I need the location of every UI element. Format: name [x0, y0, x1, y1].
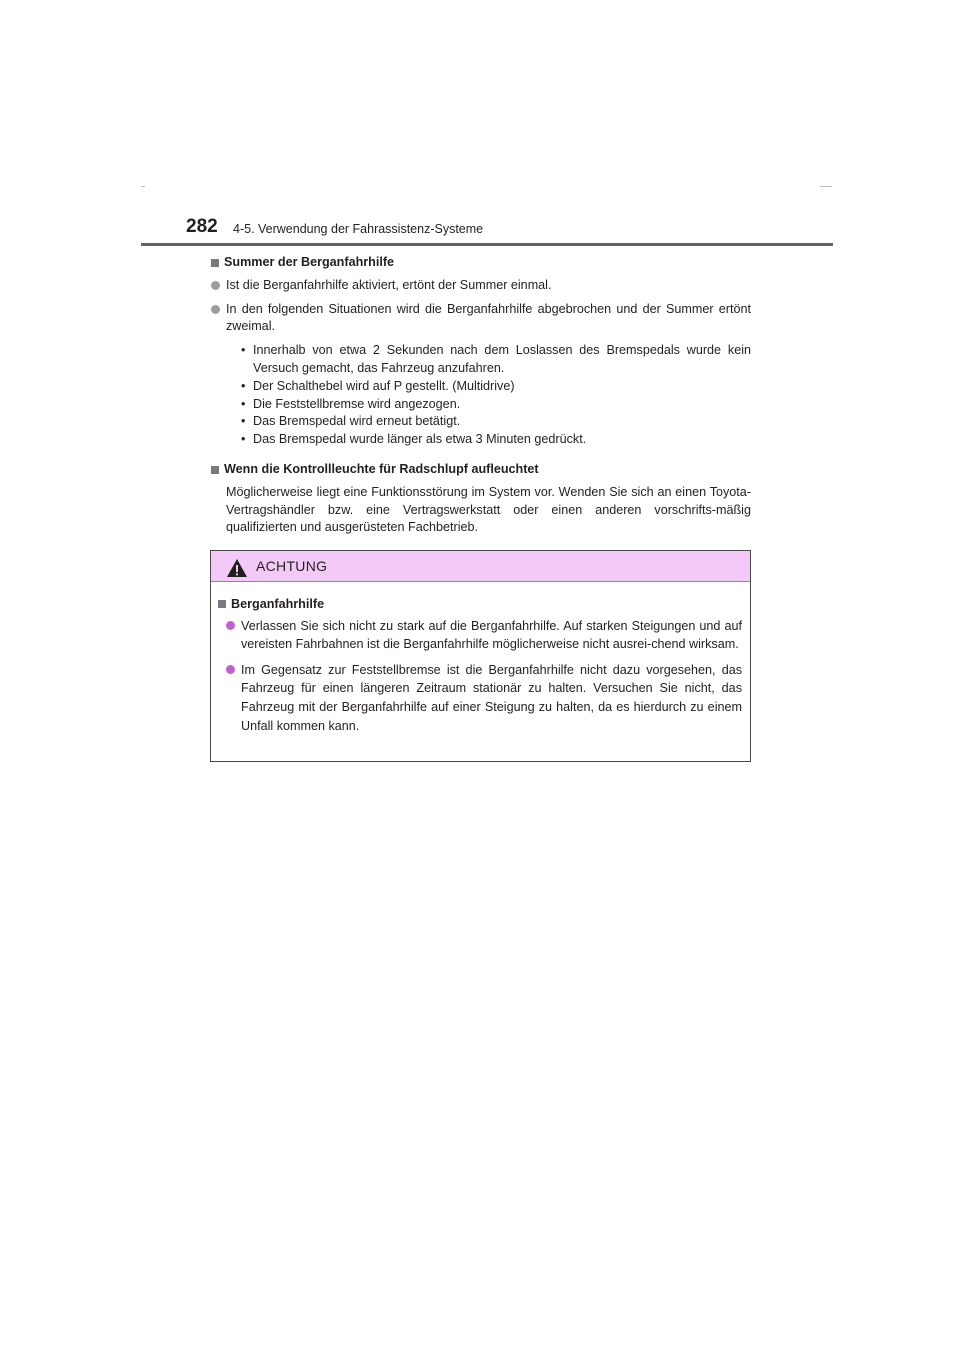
list-item — [226, 661, 742, 735]
sub-list-item: • Der Schalthebel wird auf P gestellt. (Multidrive) — [241, 378, 751, 396]
page-header — [141, 214, 833, 246]
page-number: 282 — [186, 216, 218, 237]
crop-mark-right — [820, 186, 832, 187]
bullet-text: Im Gegensatz zur Feststellbremse ist die Berganfahrhilfe nicht dazu vorgesehen, das Fahrzeug für einen längeren Zeitraum stationär zu halten. Versuchen Sie nicht, das Fahrzeug mit der Berganfahrhilfe auf einer Steigung zu halten, da es hierdurch zu einem Unfall kommen kann. — [241, 662, 742, 733]
list-item — [211, 277, 751, 295]
bullet-text: Verlassen Sie sich nicht zu stark auf die Berganfahrhilfe. Auf starken Steigungen und auf vereisten Fahrbahnen ist die Berganfahrhilfe möglicherweise nicht ausrei-chend wirksam. — [241, 618, 742, 652]
circle-bullet-icon — [211, 281, 220, 290]
warning-triangle-icon — [226, 558, 248, 578]
sub-list — [211, 342, 751, 449]
circle-bullet-icon — [226, 665, 235, 674]
section-heading-text: Wenn die Kontrollleuchte für Radschlupf aufleuchtet — [224, 461, 539, 476]
warning-body — [211, 582, 750, 735]
bullet-text: Ist die Berganfahrhilfe aktiviert, ertönt der Summer einmal. — [226, 277, 552, 292]
warning-header — [211, 551, 750, 582]
circle-bullet-icon — [211, 305, 220, 314]
square-bullet-icon — [211, 466, 219, 474]
list-item — [211, 301, 751, 337]
section-title: 4-5. Verwendung der Fahrassistenz-Systeme — [233, 222, 484, 236]
section-heading-text: Summer der Berganfahrhilfe — [224, 255, 395, 269]
list-item — [226, 617, 742, 654]
bullet-text: In den folgenden Situationen wird die Berganfahrhilfe abgebrochen und der Summer ertönt zweimal. — [226, 301, 751, 334]
paragraph: Möglicherweise liegt eine Funktionsstörung im System vor. Wenden Sie sich an einen Toyota-Vertragshändler bzw. eine Vertragswerkstatt oder einen anderen vorschrifts-mäßig qualifizierten und ausgerüsteten Fachbetrieb. — [226, 484, 751, 535]
header-rule — [141, 243, 833, 246]
sub-list-item: • Die Feststellbremse wird angezogen. — [241, 396, 751, 414]
section-heading-slip-indicator — [211, 461, 751, 479]
square-bullet-icon — [218, 600, 226, 608]
sub-list-item: • Innerhalb von etwa 2 Sekunden nach dem Loslassen des Bremspedals wurde kein Versuch gemacht, das Fahrzeug anzufahren. — [241, 342, 751, 378]
section-heading-buzzer — [211, 254, 751, 272]
main-content — [211, 254, 751, 537]
square-bullet-icon — [211, 259, 219, 267]
warning-title: ACHTUNG — [256, 558, 328, 574]
crop-mark-left — [141, 186, 145, 187]
sub-list-item: • Das Bremspedal wurde länger als etwa 3 Minuten gedrückt. — [241, 431, 751, 449]
warning-box — [210, 550, 751, 762]
circle-bullet-icon — [226, 621, 235, 630]
sub-list-item: • Das Bremspedal wird erneut betätigt. — [241, 413, 751, 431]
warning-heading — [218, 595, 742, 614]
warning-heading-text: Berganfahrhilfe — [231, 597, 325, 611]
